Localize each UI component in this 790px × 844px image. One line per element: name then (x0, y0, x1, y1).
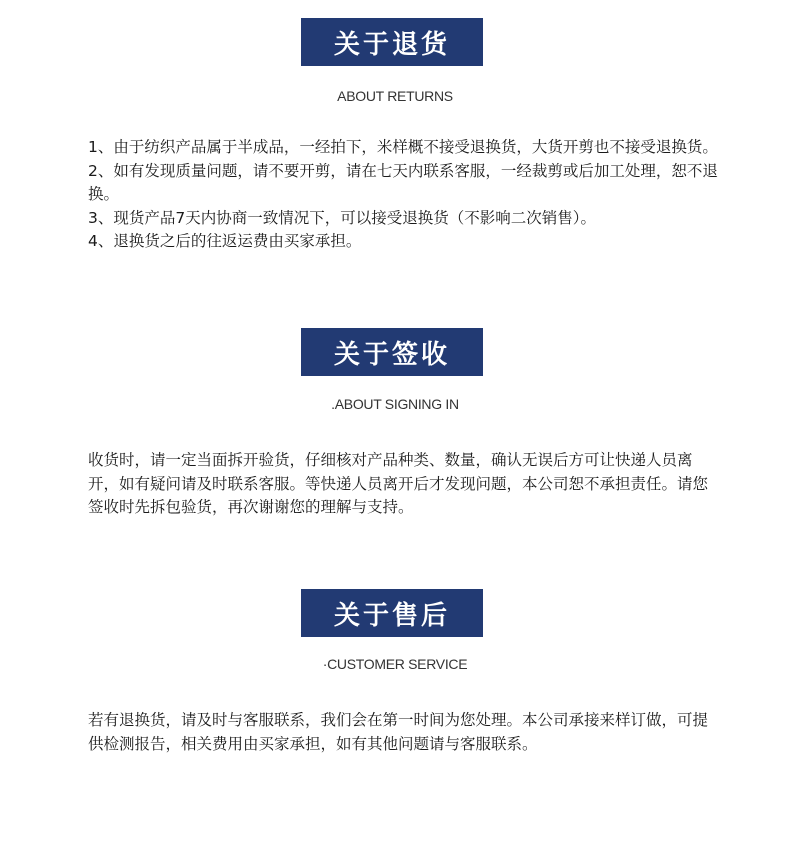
returns-item-1: 1、由于纺织产品属于半成品，一经拍下，米样概不接受退换货，大货开剪也不接受退换货。 (88, 138, 718, 156)
signing-text: 收货时，请一定当面拆开验货，仔细核对产品种类、数量，确认无误后方可让快递人员离开，如有疑问请及时联系客服。等快递人员离开后才发现问题，本公司恕不承担责任。请您签收时先拆包验货，再次谢谢您的理解与支持。 (88, 451, 709, 516)
returns-item-2: 2、如有发现质量问题，请不要开剪，请在七天内联系客服，一经裁剪或后加工处理，恕不退换。 (88, 161, 718, 203)
service-subtitle: ·CUSTOMER SERVICE (322, 656, 468, 672)
returns-item-4: 4、退换货之后的往返运费由买家承担。 (88, 232, 362, 250)
service-text: 若有退换货，请及时与客服联系，我们会在第一时间为您处理。本公司承接来样订做，可提供检测报告，相关费用由买家承担，如有其他问题请与客服联系。 (88, 711, 709, 753)
service-title: 关于售后 (301, 589, 483, 637)
signing-subtitle: .ABOUT SIGNING IN (331, 396, 459, 412)
returns-item-3: 3、现货产品7天内协商一致情况下，可以接受退换货（不影响二次销售）。 (88, 208, 596, 227)
returns-title: 关于退货 (301, 18, 483, 66)
signing-title: 关于签收 (301, 328, 483, 376)
returns-subtitle: ABOUT RETURNS (337, 88, 453, 104)
returns-policy-text (88, 136, 718, 254)
